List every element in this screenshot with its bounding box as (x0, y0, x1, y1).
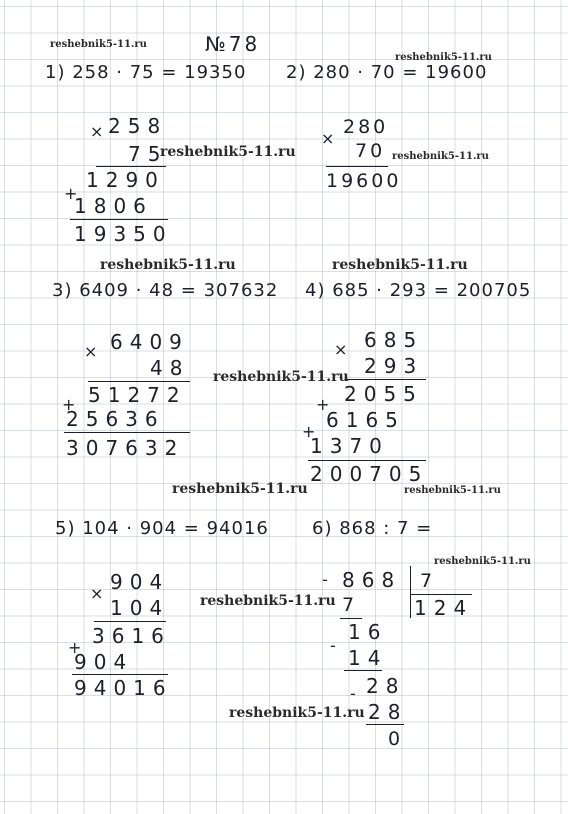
watermark: reshebnik5-11.ru (332, 257, 468, 273)
watermark: reshebnik5-11.ru (404, 485, 501, 496)
underline (344, 670, 382, 671)
underline (88, 381, 190, 382)
underline (94, 621, 166, 622)
task-number: №78 (205, 32, 261, 56)
plus-sign: + (68, 638, 82, 657)
partial-product-2: 6165 (326, 408, 405, 432)
underline (72, 674, 168, 675)
minus-sign: - (322, 570, 328, 589)
watermark: reshebnik5-11.ru (392, 151, 489, 162)
dividend: 868 (342, 568, 402, 592)
subtrahend-3: 28 (368, 700, 408, 724)
underline (308, 460, 426, 461)
partial-product-1: 1290 (86, 168, 165, 192)
factor-b: 70 (355, 140, 386, 162)
watermark: reshebnik5-11.ru (395, 52, 492, 63)
problem-4: 4) 685 · 293 = 200705 (305, 280, 532, 301)
factor-a: 6409 (110, 330, 189, 354)
watermark: reshebnik5-11.ru (160, 144, 296, 160)
factor-b: 75 (128, 142, 168, 166)
factor-b: 104 (110, 596, 170, 620)
times-sign: × (90, 584, 104, 603)
times-sign: × (90, 122, 104, 141)
partial-product-1: 3616 (92, 624, 171, 648)
times-sign: × (321, 129, 335, 148)
partial-product-1: 51272 (88, 383, 187, 407)
product: 200705 (310, 462, 429, 486)
partial-product-2: 1806 (74, 194, 153, 218)
watermark: reshebnik5-11.ru (229, 705, 365, 721)
minus-sign: - (350, 684, 356, 703)
subtrahend-2: 14 (348, 646, 388, 670)
partial-product-3: 1370 (310, 434, 389, 458)
product: 19600 (326, 170, 402, 192)
division-bar (410, 566, 411, 618)
partial-product-2: 904 (74, 650, 134, 674)
underline (70, 219, 168, 220)
factor-a: 685 (364, 328, 424, 352)
quotient-line (410, 594, 472, 595)
factor-a: 904 (110, 570, 170, 594)
underline (96, 166, 166, 167)
plus-sign: + (62, 395, 76, 414)
product: 307632 (66, 436, 185, 460)
product: 19350 (74, 222, 173, 246)
underline (64, 432, 190, 433)
problem-3: 3) 6409 · 48 = 307632 (52, 280, 279, 301)
watermark: reshebnik5-11.ru (200, 593, 336, 609)
problem-6: 6) 868 : 7 = (312, 518, 433, 539)
subtrahend-1: 7 (342, 594, 358, 616)
remainder-1: 16 (348, 620, 388, 644)
minus-sign: - (330, 636, 336, 655)
underline (326, 166, 388, 167)
watermark: reshebnik5-11.ru (100, 257, 236, 273)
times-sign: × (334, 340, 348, 359)
watermark: reshebnik5-11.ru (434, 556, 531, 567)
underline (340, 618, 362, 619)
problem-5: 5) 104 · 904 = 94016 (55, 518, 269, 539)
underline (346, 379, 426, 380)
watermark: reshebnik5-11.ru (213, 369, 349, 385)
plus-sign: + (64, 184, 78, 203)
plus-sign: + (316, 395, 330, 414)
factor-a: 280 (343, 116, 389, 138)
quotient: 124 (414, 596, 474, 620)
remainder-2: 28 (366, 674, 406, 698)
watermark: reshebnik5-11.ru (172, 481, 308, 497)
factor-b: 293 (364, 354, 424, 378)
factor-b: 48 (150, 356, 190, 380)
partial-product-2: 25636 (66, 407, 165, 431)
watermark: reshebnik5-11.ru (50, 39, 147, 50)
divisor: 7 (420, 570, 436, 592)
final-remainder: 0 (388, 728, 404, 750)
underline (366, 724, 404, 725)
factor-a: 258 (108, 114, 168, 138)
times-sign: × (84, 342, 98, 361)
partial-product-1: 2055 (344, 382, 423, 406)
plus-sign: + (302, 422, 316, 441)
problem-2: 2) 280 · 70 = 19600 (286, 62, 488, 83)
problem-1: 1) 258 · 75 = 19350 (45, 62, 247, 83)
product: 94016 (74, 676, 173, 700)
